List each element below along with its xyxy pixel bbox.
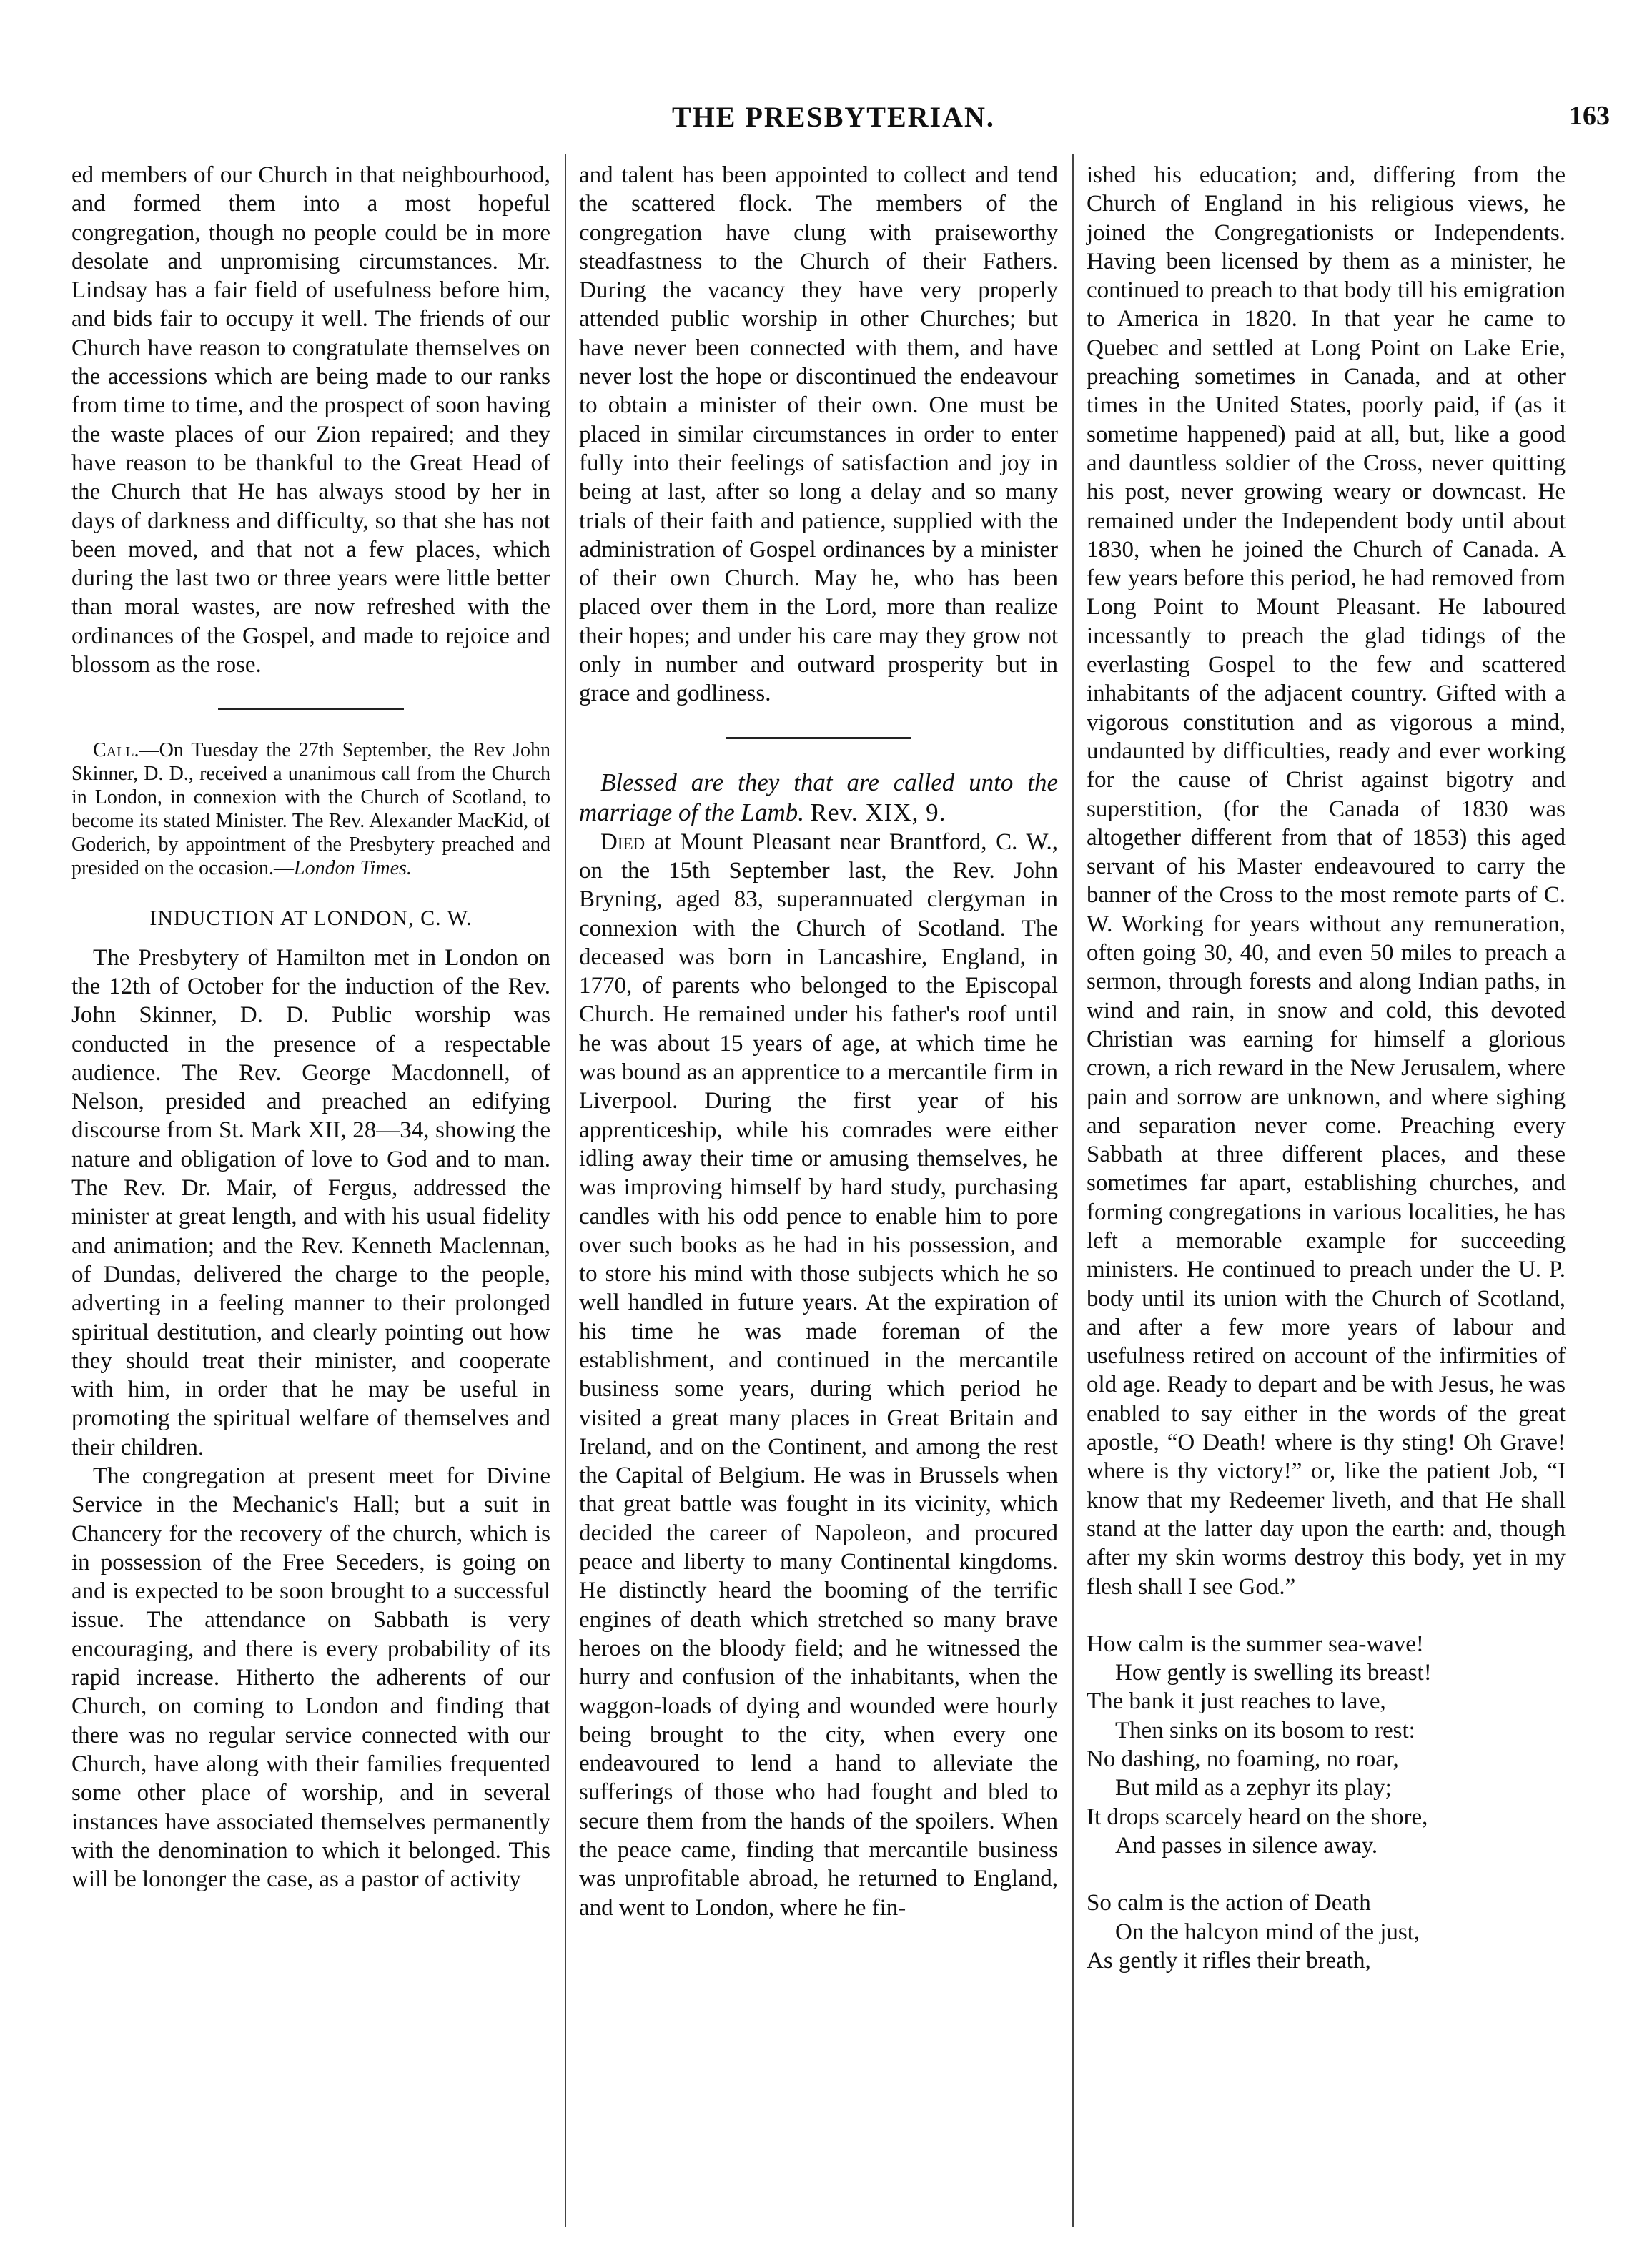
- call-notice-text: —On Tuesday the 27th September, the Rev John Skinner, D. D., received a unanimous call from the Church in London, in connexion with the Church of Scotland, to become its stated Minister. The Rev. Alexander MacKid, of Goderich, by appointment of the Presbytery preached and presided on the occasion.—: [71, 739, 550, 880]
- article-paragraph: The congregation at present meet for Divine Service in the Mechanic's Hall; but a suit in Chancery for the recovery of the church, which is in possession of the Free Seceders, is going on and is expected to be soon brought to a successful issue. The attendance on Sabbath is very encouraging, and there is every probability of its rapid increase. Hitherto the adherents of our Church, on coming to London and finding that there was no regular service connected with our Church, have along with their families frequented some other place of worship, and in several instances have associated themselves permanently with the denomination to which it belonged. This will be lononger the case, as a pastor of activity: [71, 1463, 550, 1893]
- poem-line: How calm is the summer sea-wave!: [1087, 1631, 1424, 1657]
- obituary-start: Died: [600, 828, 646, 855]
- call-notice-source: London Times.: [294, 857, 412, 880]
- running-head: THE PRESBYTERIAN.: [672, 101, 995, 133]
- column-rule: [565, 154, 566, 2227]
- poem-line: On the halcyon mind of the just,: [1115, 1919, 1420, 1945]
- article-paragraph: The Presbytery of Hamilton met in London on the 12th of October for the induction of the Rev. John Skinner, D. D. Public worship was conducted in the presence of a respectable audience. The Rev. George Macdonnell, of Nelson, presided and preached an edifying discourse from St. Mark XII, 28—34, showing the nature and obligation of love to God and to man. The Rev. Dr. Mair, of Fergus, addressed the minister at great length, and with his usual fidelity and animation; and the Rev. Kenneth Maclennan, of Dundas, delivered the charge to the people, adverting in a feeling manner to their prolonged spiritual destitution, and clearly pointing out how they should treat their minister, and cooperate with him, in order that he may be useful in promoting the spiritual welfare of themselves and their children.: [71, 944, 550, 1460]
- obituary-paragraph: [579, 828, 1058, 1922]
- poem-line: So calm is the action of Death: [1087, 1890, 1371, 1916]
- section-separator: [218, 708, 404, 710]
- poem-line: How gently is swelling its breast!: [1115, 1660, 1432, 1686]
- section-separator: [726, 737, 911, 739]
- poem-line: The bank it just reaches to lave,: [1087, 1688, 1386, 1715]
- article-paragraph: ished his education; and, differing from the Church of England in his religious views, he joined the Congregationists or Independents. Having been licensed by them as a minister, he continued to preach to that body till his emigration to America in 1820. In that year he came to Quebec and settled at Long Point on Lake Erie, preaching sometimes in Canada, and at other times in the United States, poorly paid, if (as it sometime happened) paid at all, but, like a good and dauntless soldier of the Cross, never quitting his post, never growing weary or downcast. He remained under the Independent body until about 1830, when he joined the Church of Canada. A few years before this period, he had removed from Long Point to Mount Pleasant. He laboured incessantly to preach the glad tidings of the everlasting Gospel to the few and scattered inhabitants of the adjacent country. Gifted with a vigorous constitution and as vigorous a mind, undaunted by difficulties, ready and ever working for the cause of Christ against bigotry and superstition, (for the Canada of 1830 was altogether different from that of 1853) this aged servant of his Master endeavoured to carry the banner of the Cross to the most remote parts of C. W. Working for years without any remuneration, often going 30, 40, and even 50 miles to preach a sermon, through forests and along Indian paths, in wind and rain, in snow and cold, this devoted Christian was earning for himself a glorious crown, a rich reward in the New Jerusalem, where pain and sorrow are unknown, and where sighing and separation never come. Preaching every Sabbath at three different places, and these sometimes far apart, establishing churches, and forming congregations in various localities, he has left a memorable example for succeeding ministers. He continued to preach under the U. P. body until its union with the Church of Scotland, and after a few more years of labour and usefulness retired on account of the infirmities of old age. Ready to depart and be with Jesus, he was enabled to say either in the words of the great apostle, “O Death! where is thy sting! Oh Grave! where is thy victory!” or, like the patient Job, “I know that my Redeemer liveth, and that He shall stand at the latter day upon the earth: and, though after my skin worms destroy this body, yet in my flesh shall I see God.”: [1087, 162, 1566, 1600]
- poem-line: But mild as a zephyr its play;: [1115, 1775, 1392, 1801]
- call-notice-label: Call.: [93, 739, 139, 762]
- column-3: [1087, 161, 1566, 2004]
- poem-line: As gently it rifles their breath,: [1087, 1947, 1371, 1974]
- article-paragraph: and talent has been appointed to collect and tend the scattered flock. The members of the congregation have clung with praiseworthy steadfastness to the Church of their Fathers. During the vacancy they have very properly attended public worship in other Churches; but have never been connected with them, and have never lost the hope or discontinued the endeavour to obtain a minister of their own. One must be placed in similar circumstances in order to enter fully into their feelings of satisfaction and joy in being at last, after so long a delay and so many trials of their faith and patience, supplied with the administration of Gospel ordinances by a minister of their own Church. May he, who has been placed over them in the Lord, more than realize their hopes; and under his care may they grow not only in number and outward prosperity but in grace and godliness.: [579, 162, 1058, 707]
- article-paragraph: ed members of our Church in that neighbourhood, and formed them into a most hopeful congregation, though no people could be in more desolate and unpromising circumstances. Mr. Lindsay has a fair field of usefulness before him, and bids fair to occupy it well. The friends of our Church have reason to congratulate themselves on the accessions which are being made to our ranks from time to time, and the prospect of soon having the waste places of our Zion repaired; and they have reason to be thankful to the Great Head of the Church that He has always stood by her in days of darkness and difficulty, so that she has not been moved, and that not a few places, which during the last two or three years were little better than moral wastes, are now refreshed with the ordinances of the Gospel, and made to rejoice and blossom as the rose.: [71, 162, 550, 678]
- poem-line: Then sinks on its bosom to rest:: [1115, 1717, 1415, 1743]
- page-header: [0, 100, 1652, 143]
- column-1: [71, 161, 550, 1894]
- obituary-text: at Mount Pleasant near Brantford, C. W., on the 15th September last, the Rev. John Bryning, aged 83, superannuated clergyman in connexion with the Church of Scotland. The deceased was born in Lancashire, England, in 1770, of parents who belonged to the Episcopal Church. He remained under his father's roof until he was about 15 years of age, at which time he was bound as an apprentice to a mercantile firm in Liverpool. During the first year of his apprenticeship, while his comrades were either idling away their time or amusing themselves, he was improving himself by hard study, purchasing candles with his odd pence to enable him to pore over such books as he had in his possession, and to store his mind with those subjects which he so well handled in future years. At the expiration of his time he was made foreman of the establishment, and continued in the mercantile business some years, during which period he visited a great many places in Great Britain and Ireland, and on the Continent, and among the rest the Capital of Belgium. He was in Brussels when that great battle was fought in its vicinity, which decided the career of Napoleon, and procured peace and liberty to many Continental kingdoms. He distinctly heard the booming of the terrific engines of death which stretched so many brave heroes on the bloody field; and he witnessed the hurry and confusion of the inhabitants, when the waggon-loads of dying and wounded were hourly being brought to the city, when every one endeavoured to lend a hand to alleviate the sufferings of those who had fought and bled to secure them from the hands of the spoilers. When the peace came, finding that mercantile business was unprofitable abroad, he returned to England, and went to London, where he fin-: [579, 828, 1058, 1921]
- column-rule: [1072, 154, 1074, 2227]
- poem-line: And passes in silence away.: [1115, 1832, 1378, 1859]
- poem-line: No dashing, no foaming, no roar,: [1087, 1746, 1399, 1773]
- epigraph-reference: Rev. XIX, 9.: [810, 798, 946, 826]
- poem: [1087, 1630, 1566, 1975]
- poem-stanza: [1087, 1630, 1566, 1860]
- column-2: [579, 161, 1058, 1922]
- poem-stanza: [1087, 1889, 1566, 1975]
- call-notice: [71, 738, 550, 880]
- epigraph: [579, 768, 1058, 828]
- epigraph-text: Blessed are they that are called unto the marriage of the Lamb.: [579, 768, 1058, 826]
- page-number: 163: [1569, 101, 1610, 131]
- poem-line: It drops scarcely heard on the shore,: [1087, 1804, 1428, 1830]
- induction-heading: INDUCTION AT LONDON, C. W.: [149, 906, 473, 931]
